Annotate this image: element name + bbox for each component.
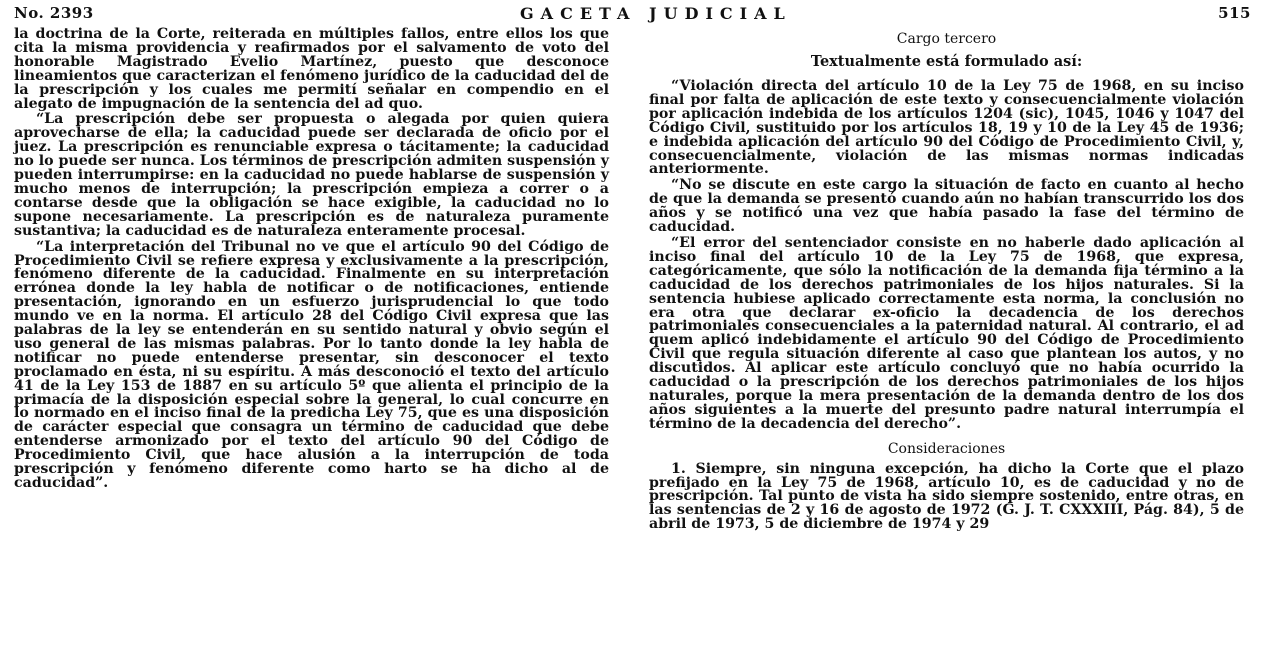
left-column <box>14 28 609 534</box>
paragraph: “El error del sentenciador consiste en no haberle dado aplicación al inciso final del artículo 10 de la Ley 75 de 1968, que expresa, categóricamente, que sólo la notificación de la demanda fija término a la caducidad de los derechos patrimoniales de los hijos naturales. Si la sentencia hubiese aplicado correctamente esta norma, la conclusión no era otra que declarar ex-oficio la decadencia de los derechos patrimoniales consecuenciales a la paternidad natural. Al contrario, el ad quem aplicó indebidamente el artículo 90 del Código de Procedimiento Civil que regula situación diferente al caso que plantean los autos, y no discutidos. Al aplicar este artículo concluyó que no había ocurrido la caducidad o la prescripción de los derechos patrimoniales de los hijos naturales, porque la mera presentación de la demanda dentro de los dos años siguientes a la muerte del presunto padre natural interrumpía el término de la decadencia del derecho”. <box>649 234 1244 432</box>
right-column <box>649 28 1244 534</box>
paragraph: “No se discute en este cargo la situación de facto en cuanto al hecho de que la demanda se presentó cuando aún no habían transcurrido los dos años y se notificó una vez que había pasado la fase del término de caducidad. <box>649 177 1244 236</box>
publication-title: GACETA JUDICIAL <box>520 3 792 23</box>
paragraph: “La interpretación del Tribunal no ve que el artículo 90 del Código de Procedimiento Civil se refiere expresa y exclusivamente a la prescripción, fenómeno diferente de la caducidad. Finalmente en su interpretación errónea donde la ley habla de notificar o de notificaciones, entiende presentación, ignorando en un esfuerzo jurisprudencial lo que todo mundo ve en la norma. El artículo 28 del Código Civil expresa que las palabras de la ley se entenderán en su sentido natural y obvio según el uso general de las mismas palabras. Por lo tanto donde la ley habla de notificar no puede entenderse presentar, sin desconocer el texto proclamado en ésta, ni su espíritu. A más desconoció el texto del artículo 41 de la Ley 153 de 1887 en su artículo 5º que alienta el principio de la primacía de la disposición especial sobre la general, lo cual concurre en lo normado en el inciso final de la predicha Ley 75, que es una disposición de carácter especial que consagra un término de caducidad que debe entenderse armonizado por el texto del artículo 90 del Código de Procedimiento Civil, que hace alusión a la interrupción de toda prescripción y fenómeno diferente como harto se ha dicho al de caducidad”. <box>14 238 609 491</box>
page-header <box>14 0 1251 26</box>
section-heading-cargo: Cargo tercero <box>896 31 997 47</box>
paragraph: 1. Siempre, sin ninguna excepción, ha dicho la Corte que el plazo prefijado en la Ley 75 de 1968, artículo 10, es de caducidad y no de prescripción. Tal punto de vista ha sido siempre sostenido, entre otras, en las sentencias de 2 y 16 de agosto de 1972 (G. J. T. CXXXIII, Pág. 84), 5 de abril de 1973, 5 de diciembre de 1974 y 29 <box>649 460 1244 533</box>
cargo-intro: Textualmente está formulado así: <box>810 53 1083 70</box>
text-columns <box>14 28 1251 534</box>
page-number: 515 <box>1218 4 1251 22</box>
section-heading-consideraciones: Consideraciones <box>887 440 1006 457</box>
issue-number: No. 2393 <box>14 4 94 22</box>
paragraph: “La prescripción debe ser propuesta o alegada por quien quiera aprovecharse de ella; la caducidad puede ser declarada de oficio por el juez. La prescripción es renunciable expresa o tácitamente; la caducidad no lo puede ser nunca. Los términos de prescripción admiten suspensión y pueden interrumpirse: en la caducidad no puede hablarse de suspensión y mucho menos de interrupción; la prescripción empieza a correr o a contarse desde que la obligación se hace exigible, la caducidad no lo supone necesariamente. La prescripción es de naturaleza puramente sustantiva; la caducidad es de naturaleza enteramente procesal. <box>14 111 609 239</box>
paragraph: “Violación directa del artículo 10 de la Ley 75 de 1968, en su inciso final por falta de aplicación de este texto y consecuencialmente violación por aplicación indebida de los artículos 1204 (sic), 1045, 1046 y 1047 del Código Civil, sustituido por los artículos 18, 19 y 10 de la Ley 45 de 1936; e indebida aplicación del artículo 90 del Código de Procedimiento Civil, y, consecuencialmente, violación de las mismas normas indicadas anteriormente. <box>649 78 1244 178</box>
paragraph: la doctrina de la Corte, reiterada en múltiples fallos, entre ellos los que cita la misma providencia y reafirmados por el salvamento de voto del honorable Magistrado Evelio Martínez, puesto que desconoce lineamientos que caracterizan el fenómeno jurídico de la caducidad del de la prescripción y los cuales me permití señalar en compendio en el alegato de impugnación de la sentencia del ad quo. <box>14 26 609 112</box>
